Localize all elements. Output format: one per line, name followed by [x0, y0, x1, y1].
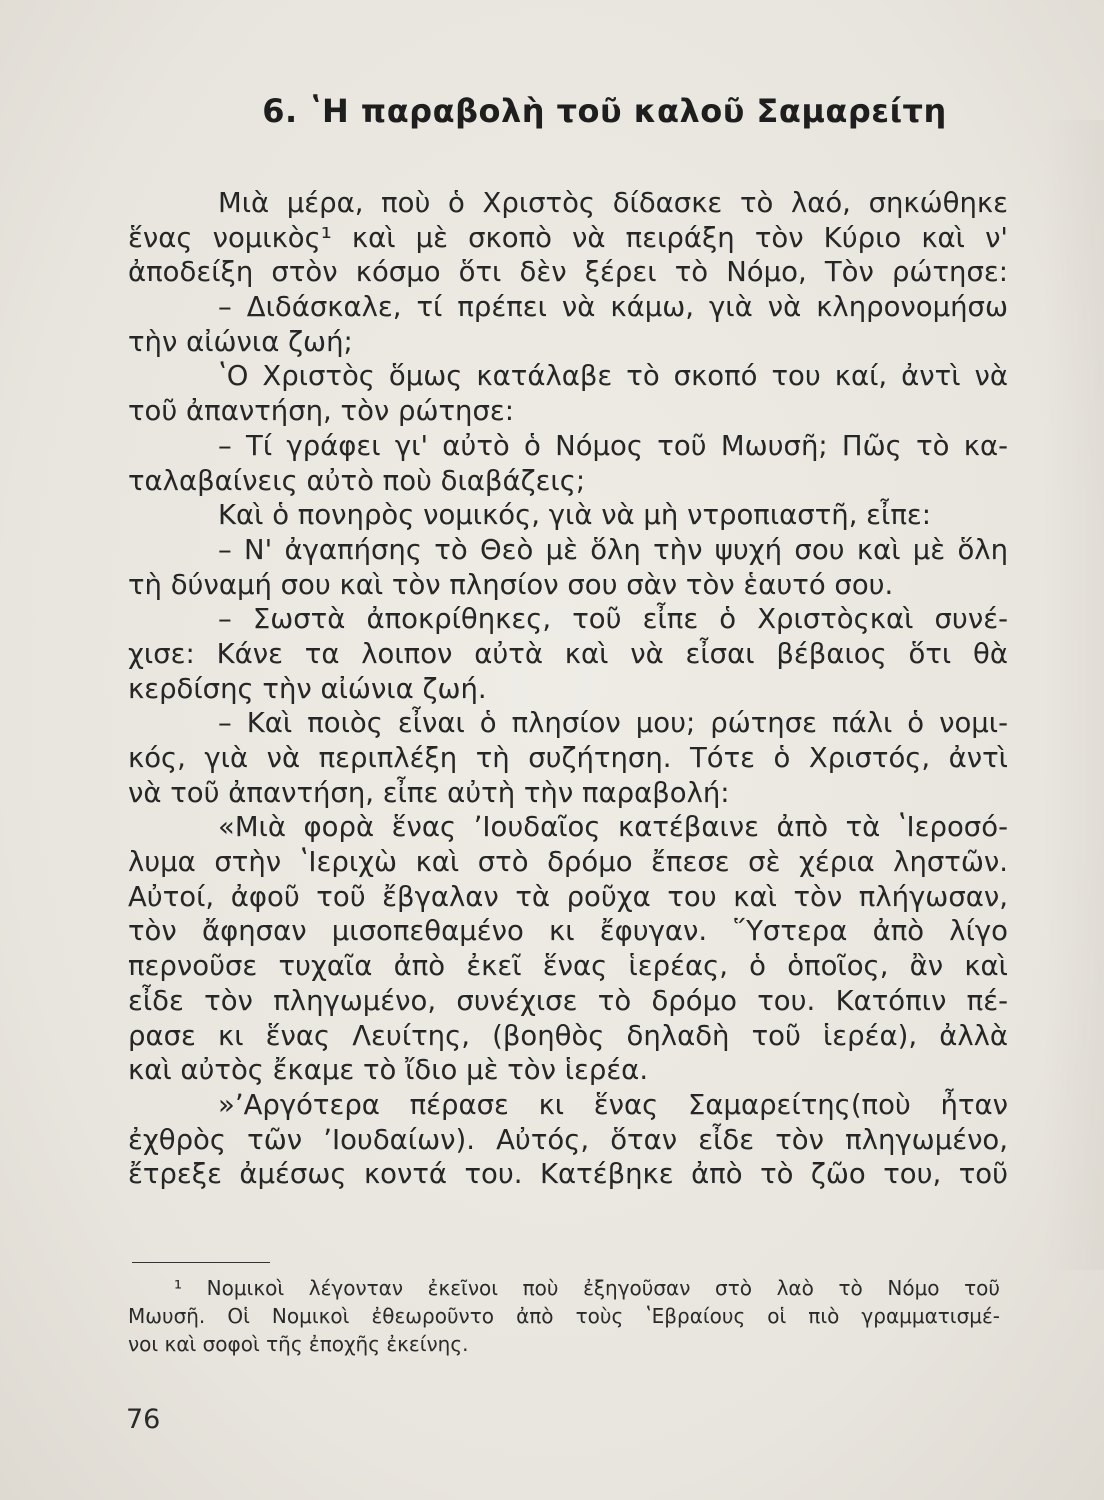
body-line: «Μιὰ φορὰ ἕνας ʼΙουδαῖος κατέβαινε ἀπὸ τὰ ʽΙεροσό- — [218, 811, 1008, 844]
footnote-line: Μωυσῆ. Οἱ Νομικοὶ ἐθεωροῦντο ἀπὸ τοὺς ʽΕβραίους οἱ πιὸ γραμματισμέ- — [128, 1304, 1000, 1328]
body-line: χισε: Κάνε τα λοιπον αὐτὰ καὶ νὰ εἶσαι βέβαιος ὅτι θὰ — [128, 637, 1008, 670]
body-line: – Τί γράφει γι' αὐτὸ ὁ Νόμος τοῦ Μωυσῆ; Πῶς τὸ κα- — [218, 429, 1008, 462]
footnote-line: ¹ Νομικοὶ λέγονταν ἐκεῖνοι ποὺ ἐξηγοῦσαν στὸ λαὸ τὸ Νόμο τοῦ — [174, 1276, 1000, 1300]
body-line: – Διδάσκαλε, τί πρέπει νὰ κάμω, γιὰ νὰ κληρονομήσω — [218, 291, 1008, 324]
body-text — [128, 186, 1008, 1192]
body-line: κερδίσης τὴν αἰώνια ζωή. — [128, 672, 487, 705]
body-line: τὴ δύναμή σου καὶ τὸν πλησίον σου σὰν τὸν ἑαυτό σου. — [128, 568, 894, 601]
body-line: ἕνας νομικὸς¹ καὶ μὲ σκοπὸ νὰ πειράξη τὸν Κύριο καὶ ν' — [128, 221, 1008, 254]
body-line: »ʼΑργότερα πέρασε κι ἕνας Σαμαρείτης(ποὺ ἦταν — [218, 1088, 1008, 1121]
page-edge-shadow — [1044, 120, 1104, 1270]
chapter-title: 6. ʽΗ παραβολὴ τοῦ καλοῦ Σαμαρείτη — [262, 92, 947, 130]
body-line: Καὶ ὁ πονηρὸς νομικός, γιὰ νὰ μὴ ντροπιαστῆ, εἶπε: — [218, 499, 932, 532]
body-line: – Ν' ἀγαπήσης τὸ Θεὸ μὲ ὅλη τὴν ψυχή σου καὶ μὲ ὅλη — [218, 533, 1008, 566]
body-line: ἐχθρὸς τῶν ʼΙουδαίων). Αὐτός, ὅταν εἶδε τὸν πληγωμένο, — [128, 1123, 1008, 1156]
body-line: – Σωστὰ ἀποκρίθηκες, τοῦ εἶπε ὁ Χριστὸςκαὶ συνέ- — [218, 603, 1008, 636]
footnote-divider — [132, 1262, 270, 1263]
body-line: λυμα στὴν ʽΙεριχὼ καὶ στὸ δρόμο ἔπεσε σὲ χέρια ληστῶν. — [128, 846, 1008, 879]
body-line: περνοῦσε τυχαῖα ἀπὸ ἐκεῖ ἕνας ἱερέας, ὁ ὁποῖος, ἂν καὶ — [128, 950, 1008, 983]
body-line: Αὐτοί, ἀφοῦ τοῦ ἔβγαλαν τὰ ροῦχα του καὶ τὸν πλήγωσαν, — [128, 880, 1008, 913]
body-line: νὰ τοῦ ἀπαντήση, εἶπε αὐτὴ τὴν παραβολή: — [128, 776, 730, 809]
body-line: εἶδε τὸν πληγωμένο, συνέχισε τὸ δρόμο του. Κατόπιν πέ- — [128, 984, 1008, 1017]
body-line: ʽΟ Χριστὸς ὅμως κατάλαβε τὸ σκοπό του καί, ἀντὶ νὰ — [218, 360, 1008, 393]
body-line: ταλαβαίνεις αὐτὸ ποὺ διαβάζεις; — [128, 464, 586, 497]
body-line: Μιὰ μέρα, ποὺ ὁ Χριστὸς δίδασκε τὸ λαό, σηκώθηκε — [218, 187, 1008, 219]
body-line: τὸν ἄφησαν μισοπεθαμένο κι ἔφυγαν. ῞Υστερα ἀπὸ λίγο — [128, 915, 1008, 948]
footnote-line: νοι καὶ σοφοὶ τῆς ἐποχῆς ἐκείνης. — [128, 1332, 469, 1356]
page-number: 76 — [126, 1404, 161, 1435]
body-line: ἀποδείξη στὸν κόσμο ὅτι δὲν ξέρει τὸ Νόμο, Τὸν ρώτησε: — [128, 256, 1008, 289]
footnote — [128, 1274, 1000, 1358]
body-line: κός, γιὰ νὰ περιπλέξη τὴ συζήτηση. Τότε ὁ Χριστός, ἀντὶ — [128, 742, 1008, 774]
body-line: καὶ αὐτὸς ἔκαμε τὸ ἴδιο μὲ τὸν ἱερέα. — [128, 1054, 649, 1087]
body-line: ρασε κι ἕνας Λευίτης, (βοηθὸς δηλαδὴ τοῦ ἱερέα), ἀλλὰ — [128, 1019, 1008, 1052]
body-line: τοῦ ἀπαντήση, τὸν ρώτησε: — [128, 395, 515, 428]
body-line: ἔτρεξε ἀμέσως κοντά του. Κατέβηκε ἀπὸ τὸ ζῶο του, τοῦ — [128, 1158, 1008, 1191]
body-line: τὴν αἰώνια ζωή; — [128, 325, 353, 358]
body-line: – Καὶ ποιὸς εἶναι ὁ πλησίον μου; ρώτησε πάλι ὁ νομι- — [218, 707, 1008, 740]
